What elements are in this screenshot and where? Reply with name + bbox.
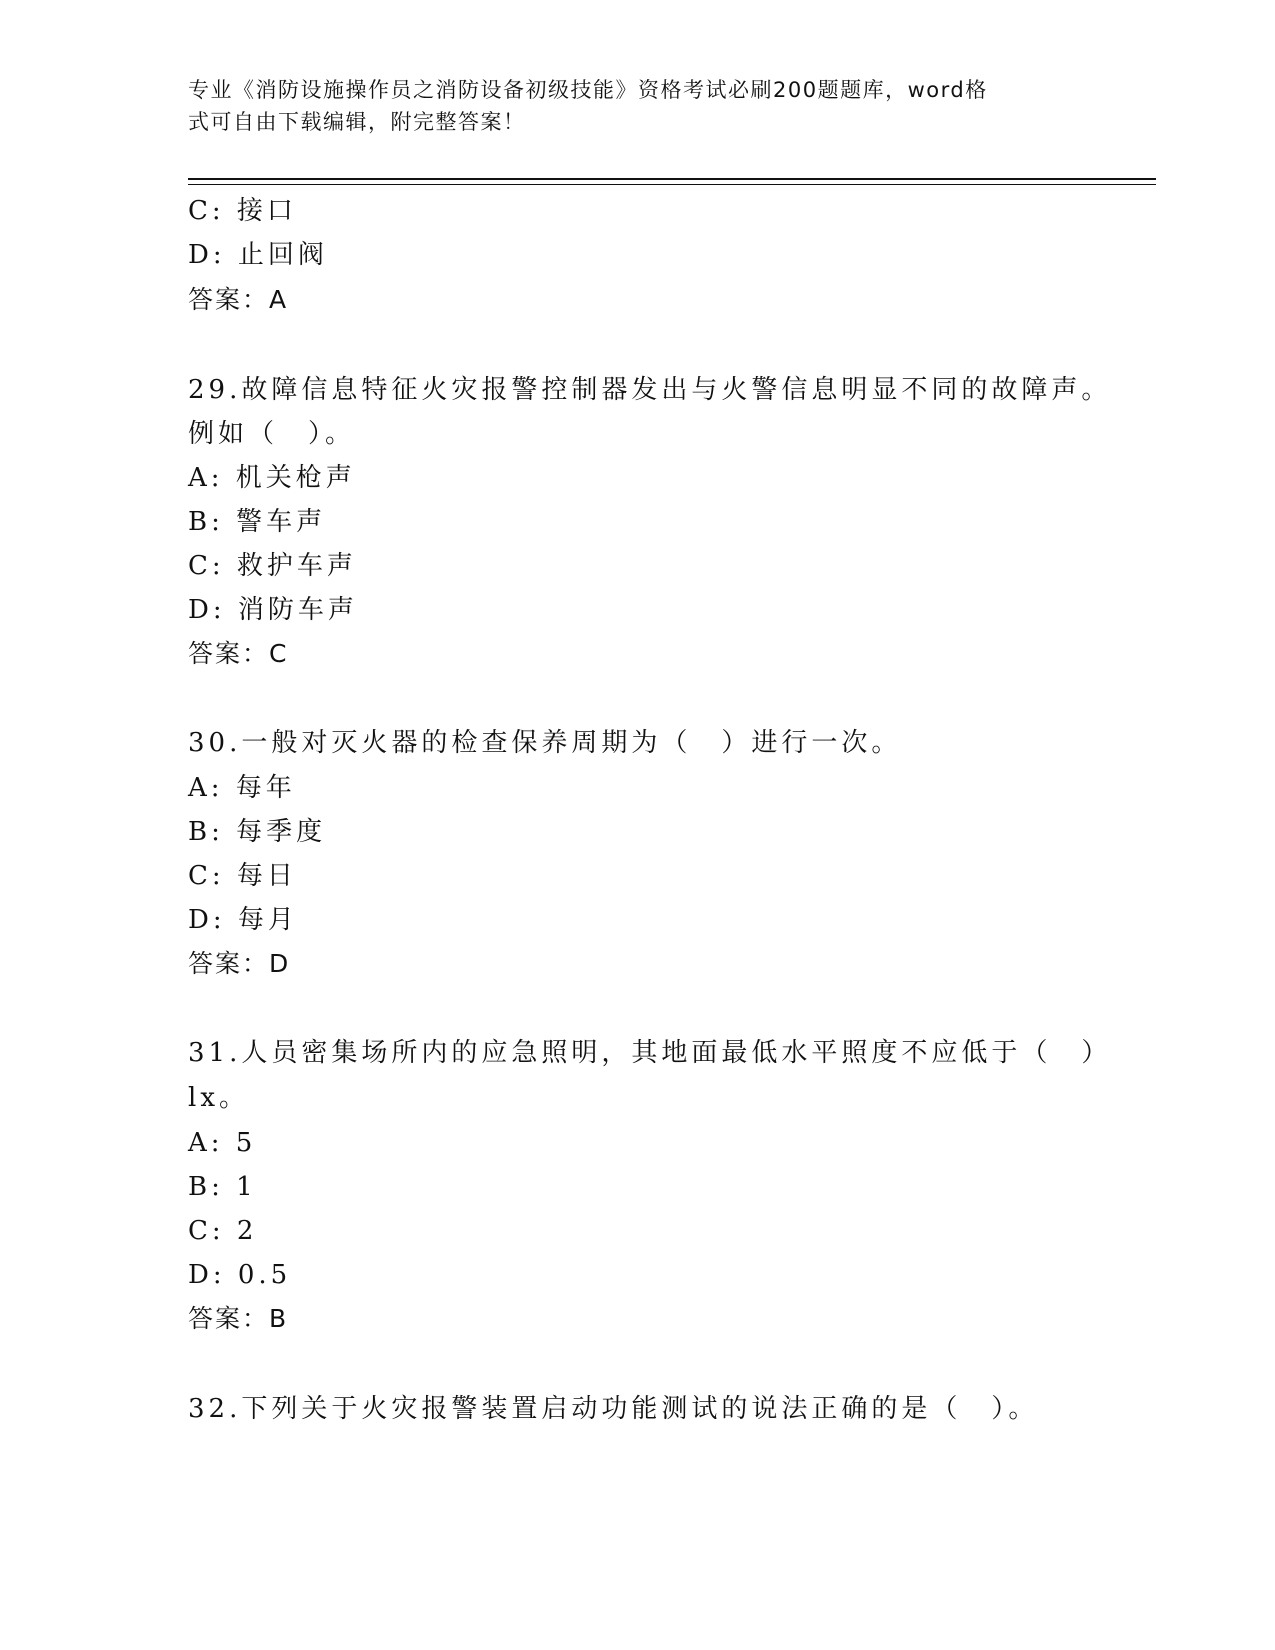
header-divider-thin [188,184,1156,185]
q30-option-d: D: 每月 [188,905,298,935]
q31-option-a: A: 5 [188,1128,257,1158]
q29-stem-line-2: 例如（ ）。 [188,419,356,449]
q29-option-a: A: 机关枪声 [188,463,356,493]
q29-option-b: B: 警车声 [188,507,327,537]
q30-option-b: B: 每季度 [188,817,327,847]
header-divider-thick [188,178,1156,180]
q31-option-d: D: 0.5 [188,1260,292,1290]
q30-answer: 答案：D [188,949,291,978]
q31-option-b: B: 1 [188,1172,257,1202]
q31-stem-line-1: 31.人员密集场所内的应急照明，其地面最低水平照度不应低于（ ） [188,1038,1112,1068]
q29-option-c: C: 救护车声 [188,551,357,581]
q31-option-c: C: 2 [188,1216,258,1246]
q32-stem-line-1: 32.下列关于火灾报警装置启动功能测试的说法正确的是（ ）。 [188,1394,1039,1424]
q31-answer: 答案：B [188,1304,289,1333]
prev-answer: 答案：A [188,285,289,314]
q30-option-a: A: 每年 [188,773,296,803]
prev-option-c: C: 接口 [188,196,297,226]
q30-stem-line-1: 30.一般对灭火器的检查保养周期为（ ）进行一次。 [188,728,902,758]
header-line-2: 式可自由下载编辑，附完整答案！ [188,110,526,134]
q29-option-d: D: 消防车声 [188,595,358,625]
prev-option-d: D: 止回阀 [188,240,328,270]
document-header [188,74,1068,138]
q29-answer: 答案：C [188,639,289,668]
header-line-1: 专业《消防设施操作员之消防设备初级技能》资格考试必刷200题题库，word格 [188,78,988,102]
q29-stem-line-1: 29.故障信息特征火灾报警控制器发出与火警信息明显不同的故障声。 [188,375,1112,405]
q30-option-c: C: 每日 [188,861,297,891]
q31-stem-line-2: lx。 [188,1083,249,1113]
